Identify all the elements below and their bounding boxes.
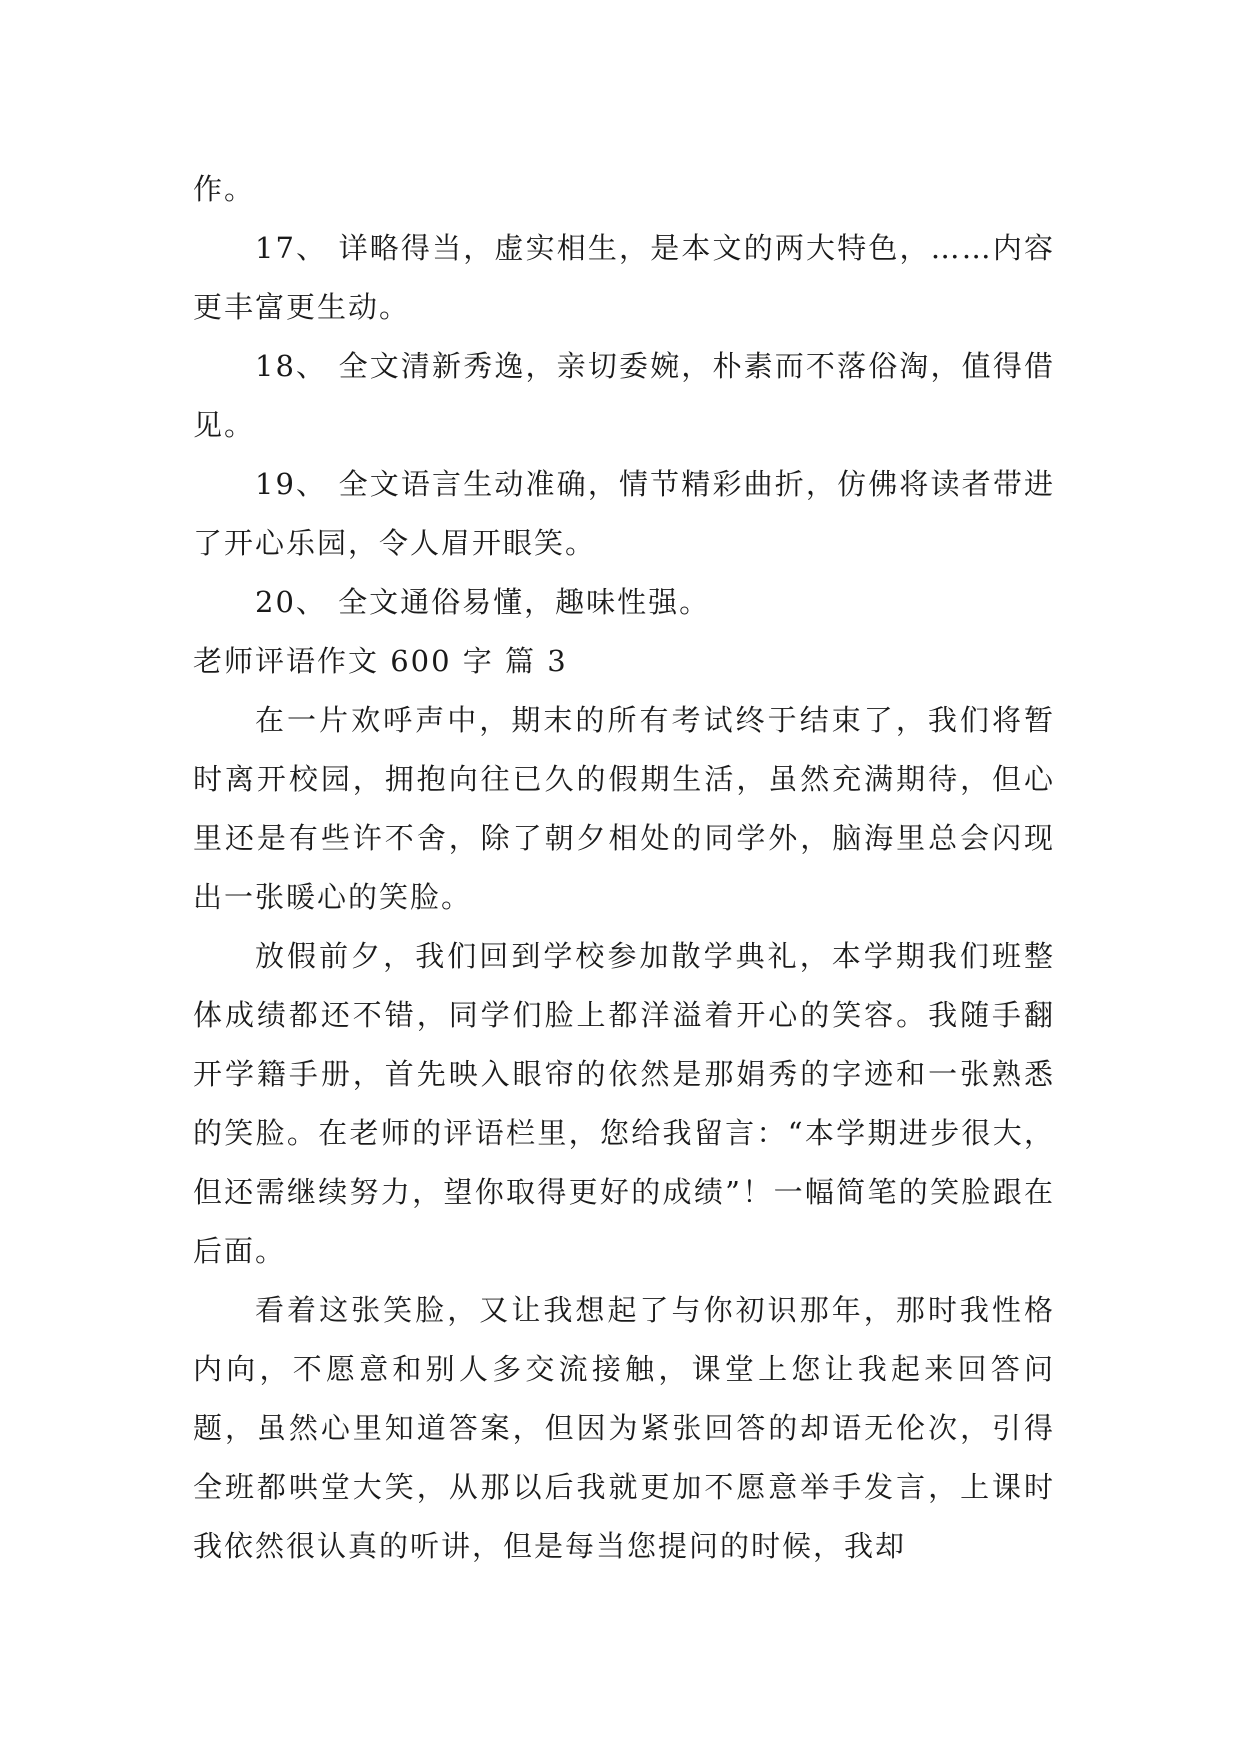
comment-item-18: 18、 全文清新秀逸，亲切委婉，朴素而不落俗淘，值得借见。	[193, 349, 1055, 442]
document-body	[193, 160, 1055, 1576]
paragraph-continuation: 作。	[193, 172, 256, 206]
essay-paragraph: 看着这张笑脸，又让我想起了与你初识那年，那时我性格内向，不愿意和别人多交流接触，课堂上您让我起来回答问题，虽然心里知道答案，但因为紧张回答的却语无伦次，引得全班都哄堂大笑，从那以后我就更加不愿意举手发言，上课时我依然很认真的听讲，但是每当您提问的时候，我却	[193, 1293, 1055, 1563]
essay-paragraph: 放假前夕，我们回到学校参加散学典礼，本学期我们班整体成绩都还不错，同学们脸上都洋溢着开心的笑容。我随手翻开学籍手册，首先映入眼帘的依然是那娟秀的字迹和一张熟悉的笑脸。在老师的评语栏里，您给我留言：“本学期进步很大，但还需继续努力，望你取得更好的成绩”！一幅简笔的笑脸跟在后面。	[193, 939, 1055, 1268]
section-heading: 老师评语作文 600 字 篇 3	[193, 644, 568, 678]
comment-item-19: 19、 全文语言生动准确，情节精彩曲折，仿佛将读者带进了开心乐园，令人眉开眼笑。	[193, 467, 1055, 560]
essay-paragraph: 在一片欢呼声中，期末的所有考试终于结束了，我们将暂时离开校园，拥抱向往已久的假期生活，虽然充满期待，但心里还是有些许不舍，除了朝夕相处的同学外，脑海里总会闪现出一张暖心的笑脸。	[193, 703, 1055, 914]
comment-item-20: 20、 全文通俗易懂，趣味性强。	[255, 585, 711, 619]
comment-item-17: 17、 详略得当，虚实相生，是本文的两大特色，……内容更丰富更生动。	[193, 231, 1055, 324]
